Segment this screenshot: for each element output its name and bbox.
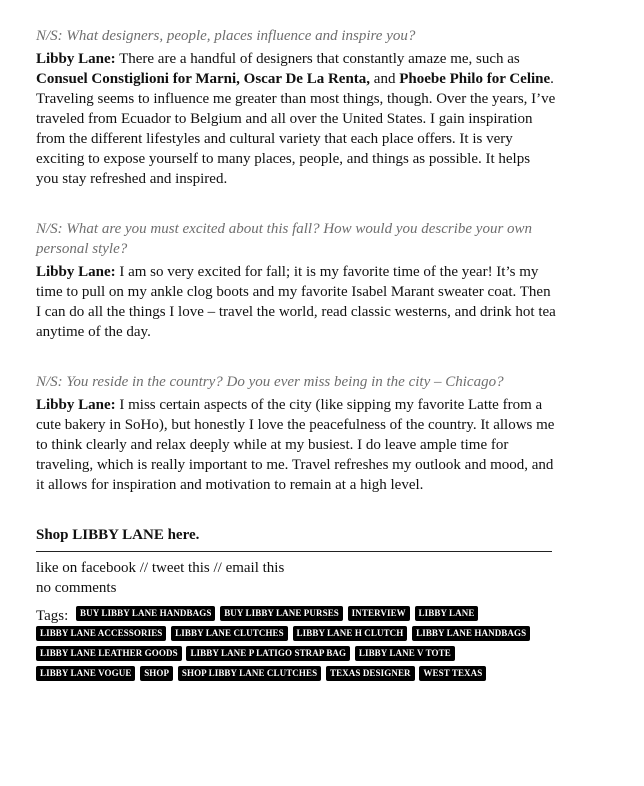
answer-speaker: Libby Lane: bbox=[36, 264, 116, 280]
tags-label: Tags: bbox=[36, 608, 69, 624]
tag-link[interactable]: BUY LIBBY LANE HANDBAGS bbox=[76, 606, 215, 621]
answer-bold-text: Consuel Constiglioni for Marni, Oscar De La Renta, bbox=[36, 71, 371, 87]
answer-text: There are a handful of designers that constantly amaze me, such as bbox=[115, 51, 520, 67]
tag-link[interactable]: BUY LIBBY LANE PURSES bbox=[220, 606, 343, 621]
answer-text: I miss certain aspects of the city (like sipping my favorite Latte from a cute bakery in SoHo), but honestly I love the peacefulness of the country. It allows me to think clearly and relax deeply while at my busiest. I do leave ample time for traveling, which is really important to me. Travel refreshes my outlook and mood, and it allows for inspiration and motivation to remain at a high level. bbox=[36, 397, 555, 493]
qa-block bbox=[36, 219, 556, 342]
tag-link[interactable]: SHOP bbox=[140, 666, 173, 681]
tag-link[interactable]: TEXAS DESIGNER bbox=[326, 666, 415, 681]
tag-link[interactable]: LIBBY LANE HANDBAGS bbox=[412, 626, 530, 641]
tag-link[interactable]: LIBBY LANE V TOTE bbox=[355, 646, 455, 661]
interview-question: N/S: What designers, people, places influence and inspire you? bbox=[36, 28, 416, 44]
facebook-like-link[interactable]: like on facebook bbox=[36, 560, 136, 576]
tags-list bbox=[36, 606, 556, 686]
shop-link[interactable]: Shop LIBBY LANE here. bbox=[36, 527, 200, 543]
tag-link[interactable]: LIBBY LANE bbox=[415, 606, 479, 621]
interview-question: N/S: What are you must excited about this fall? How would you describe your own personal style? bbox=[36, 221, 533, 257]
share-links bbox=[36, 558, 556, 578]
tag-link[interactable]: SHOP LIBBY LANE CLUTCHES bbox=[178, 666, 321, 681]
email-link[interactable]: email this bbox=[225, 560, 285, 576]
qa-block bbox=[36, 372, 556, 495]
tag-link[interactable]: LIBBY LANE VOGUE bbox=[36, 666, 135, 681]
divider bbox=[36, 551, 552, 552]
article-content bbox=[36, 26, 556, 686]
tweet-link[interactable]: tweet this bbox=[151, 560, 210, 576]
tag-link[interactable]: WEST TEXAS bbox=[419, 666, 486, 681]
interview-answer bbox=[36, 395, 556, 495]
tag-link[interactable]: LIBBY LANE CLUTCHES bbox=[171, 626, 288, 641]
share-separator: // bbox=[135, 560, 152, 576]
interview-answer bbox=[36, 262, 556, 342]
tag-link[interactable]: LIBBY LANE LEATHER GOODS bbox=[36, 646, 182, 661]
tag-link[interactable]: LIBBY LANE ACCESSORIES bbox=[36, 626, 166, 641]
comments-link[interactable]: no comments bbox=[36, 580, 117, 596]
interview-question: N/S: You reside in the country? Do you ever miss being in the city – Chicago? bbox=[36, 374, 504, 390]
answer-speaker: Libby Lane: bbox=[36, 397, 116, 413]
tag-link[interactable]: LIBBY LANE H CLUTCH bbox=[293, 626, 408, 641]
interview-answer bbox=[36, 49, 556, 189]
interview-qa-list bbox=[36, 26, 556, 495]
answer-text: and bbox=[370, 71, 400, 87]
share-separator: // bbox=[209, 560, 226, 576]
answer-text: . Traveling seems to influence me greater than most things, though. Over the years, I’ve traveled from Ecuador to Belgium and all over the United States. I gain inspiration from the different lifestyles and cultural variety that each place offers. It is very exciting to expose yourself to many places, people, and things as possible. It helps you stay refreshed and inspired. bbox=[36, 71, 556, 187]
answer-text: I am so very excited for fall; it is my favorite time of the year! It’s my time to pull on my ankle clog boots and my favorite Isabel Marant sweater coat. Then I can do all the things I love – travel the world, read classic westerns, and drink hot tea anytime of the day. bbox=[36, 264, 556, 340]
tag-link[interactable]: LIBBY LANE P LATIGO STRAP BAG bbox=[186, 646, 350, 661]
qa-block bbox=[36, 26, 556, 189]
answer-bold-text: Phoebe Philo for Celine bbox=[399, 71, 551, 87]
answer-speaker: Libby Lane: bbox=[36, 51, 116, 67]
tag-link[interactable]: INTERVIEW bbox=[348, 606, 410, 621]
